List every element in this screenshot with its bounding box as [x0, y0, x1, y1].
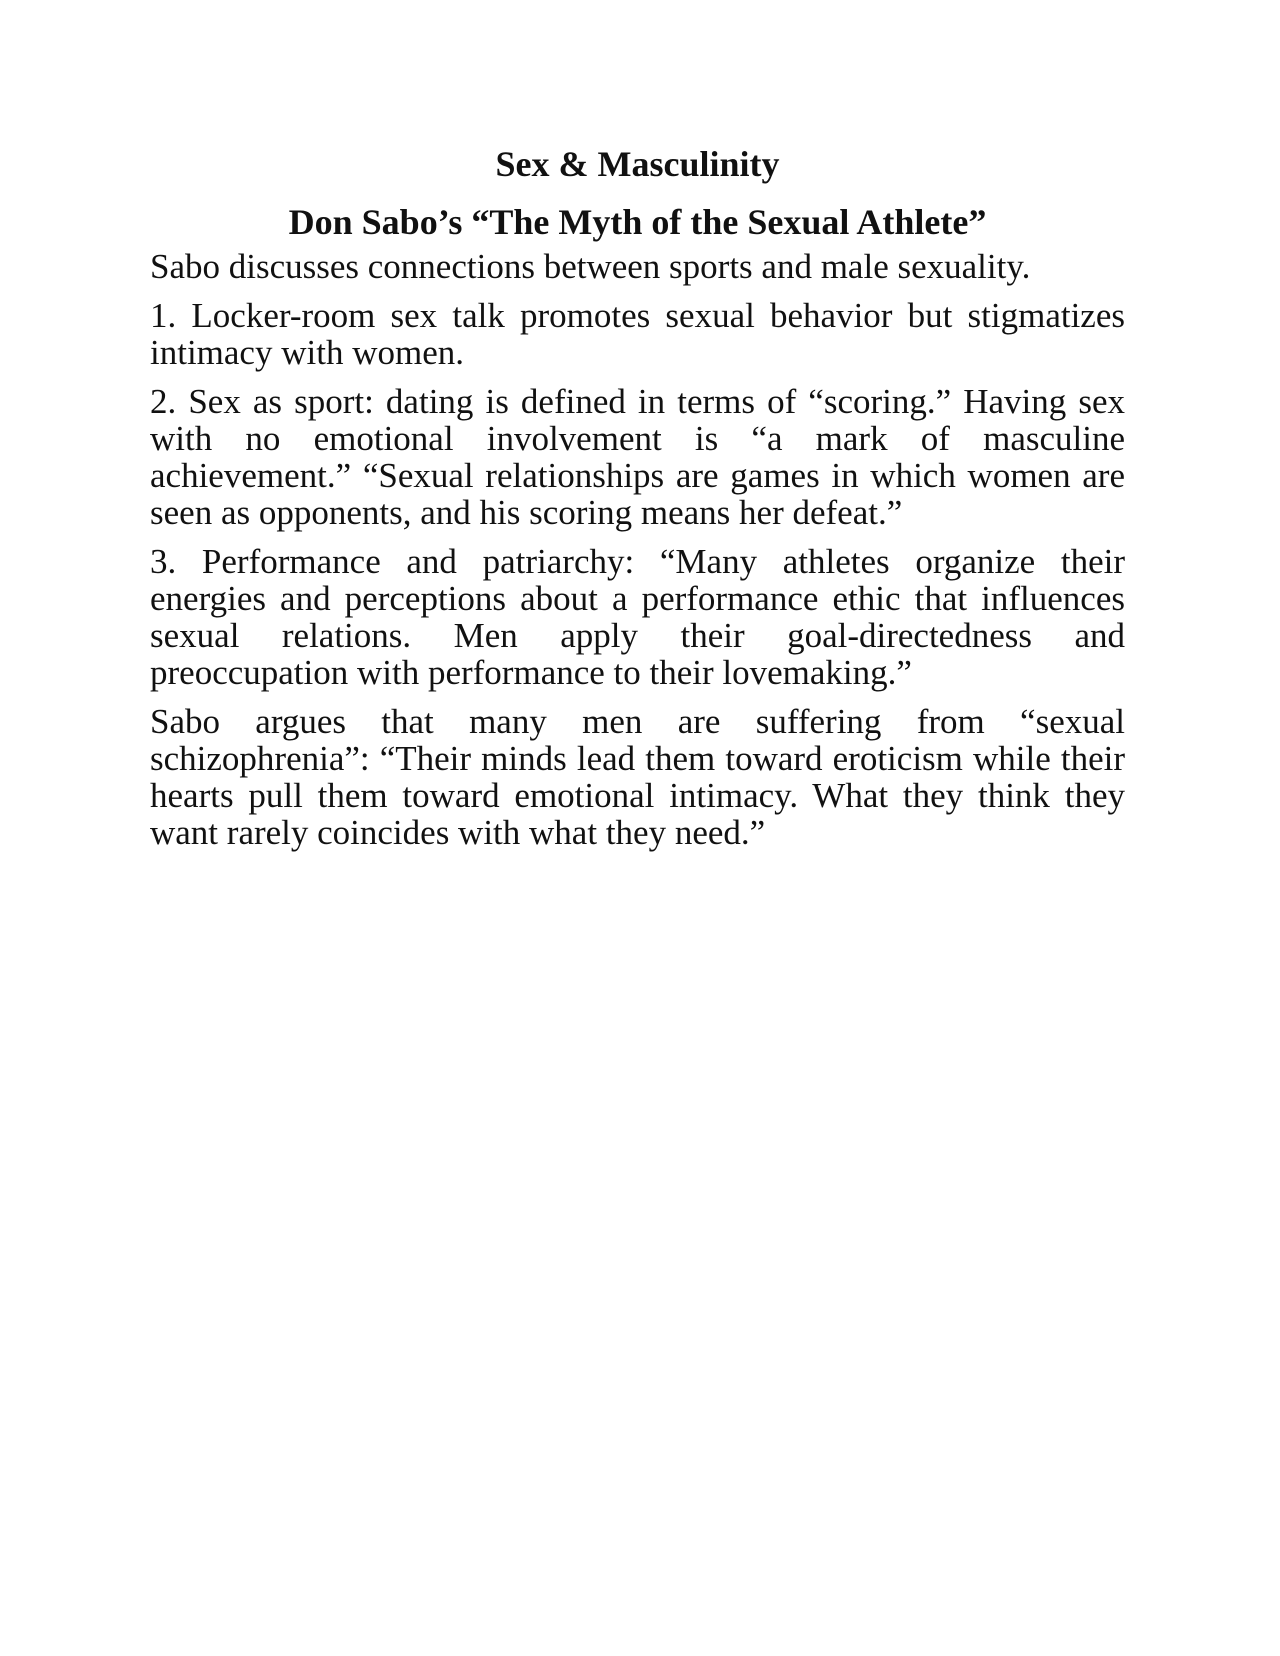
paragraph-sex-as-sport: 2. Sex as sport: dating is defined in terms of “scoring.” Having sex with no emotional involvement is “a mark of masculine achievement.” “Sexual relationships are games in which women are seen as opponents, and his scoring means her defeat.” [150, 382, 1125, 532]
paragraph-performance-patriarchy: 3. Performance and patriarchy: “Many athletes organize their energies and perceptions about a performance ethic that influences sexual relations. Men apply their goal-directedness and preoccupation with performance to their lovemaking.” [150, 542, 1125, 692]
document-page [150, 142, 1125, 851]
paragraph-sexual-schizophrenia: Sabo argues that many men are suffering from “sexual schizophrenia”: “Their minds lead them toward eroticism while their hearts pull them toward emotional intimacy. What they think they want rarely coincides with what they need.” [150, 702, 1125, 852]
document-subtitle: Don Sabo’s “The Myth of the Sexual Athlete” [288, 202, 987, 242]
document-title: Sex & Masculinity [495, 144, 780, 184]
intro-paragraph: Sabo discusses connections between sports and male sexuality. [150, 247, 1031, 286]
paragraph-locker-room: 1. Locker-room sex talk promotes sexual behavior but stigmatizes intimacy with women. [150, 296, 1125, 372]
